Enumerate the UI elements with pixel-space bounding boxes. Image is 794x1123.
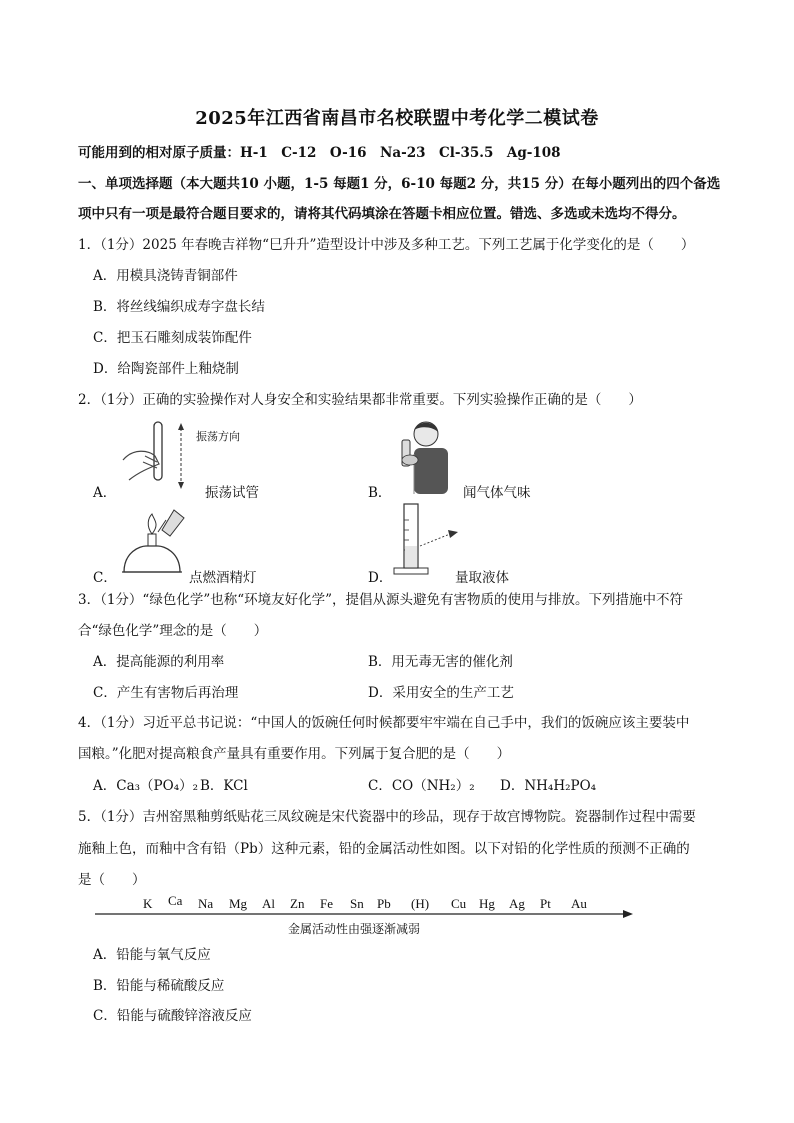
activity-series-item: Ag xyxy=(509,896,525,911)
activity-series-item: Hg xyxy=(479,896,495,911)
q2-option-b-caption: 闻气体气味 xyxy=(463,485,531,501)
activity-series-item: Na xyxy=(198,896,214,911)
q5-option-c: C．铅能与硫酸锌溶液反应 xyxy=(93,1008,252,1024)
q5-option-a: A．铅能与氧气反应 xyxy=(93,947,211,963)
q3-option-a: A．提高能源的利用率 xyxy=(93,654,225,670)
section1-instructions-line1: 一、单项选择题（本大题共10 小题，1-5 每题1 分，6-10 每题2 分，共15 分）在每小题列出的四个备选 xyxy=(78,176,721,192)
q3-stem-line2: 合“绿色化学”理念的是（ ） xyxy=(78,623,268,639)
activity-series-item: Au xyxy=(571,896,587,911)
section1-instructions-line2: 项中只有一项是最符合题目要求的，请将其代码填涂在答题卡相应位置。错选、多选或未选均不得分。 xyxy=(78,206,686,222)
activity-series-item: K xyxy=(143,896,153,911)
q2-stem: 2．（1分）正确的实验操作对人身安全和实验结果都非常重要。下列实验操作正确的是（ ） xyxy=(78,392,642,408)
q4-option-a: A．Ca₃（PO₄）₂ xyxy=(93,778,199,794)
smelling-gas-figure xyxy=(388,416,460,498)
activity-series-item: Al xyxy=(262,896,275,911)
q5-stem-line2: 施釉上色，而釉中含有铅（Pb）这种元素，铅的金属活动性如图。以下对铅的化学性质的预测不正确的 xyxy=(78,841,690,857)
q4-option-b: B．KCl xyxy=(200,778,248,794)
q1-option-b: B．将丝线编织成寿字盘长结 xyxy=(93,299,265,315)
q4-stem-line2: 国粮。”化肥对提高粮食产量具有重要作用。下列属于复合肥的是（ ） xyxy=(78,746,511,762)
activity-series-item: Mg xyxy=(229,896,248,911)
activity-series-caption: 金属活动性由强逐渐减弱 xyxy=(288,922,421,936)
q2-option-c-caption: 点燃酒精灯 xyxy=(189,570,257,586)
atomic-masses: 可能用到的相对原子质量：H-1 C-12 O-16 Na-23 Cl-35.5 Ag-108 xyxy=(78,145,561,161)
lighting-alcohol-lamp-figure xyxy=(118,500,190,582)
q1-option-a: A．用模具浇铸青铜部件 xyxy=(93,268,238,284)
q3-option-d: D．采用安全的生产工艺 xyxy=(368,685,514,701)
activity-series-item: Fe xyxy=(320,896,333,911)
q5-stem-line3: 是（ ） xyxy=(78,872,146,888)
q2-option-d-caption: 量取液体 xyxy=(455,570,509,586)
q2-option-a-letter: A． xyxy=(93,485,117,501)
shaking-test-tube-figure xyxy=(115,420,195,495)
q3-option-b: B．用无毒无害的催化剂 xyxy=(368,654,513,670)
activity-series-item: Pb xyxy=(377,896,391,911)
activity-series-item: Ca xyxy=(168,893,183,908)
q5-stem-line1: 5．（1分）吉州窑黑釉剪纸贴花三凤纹碗是宋代瓷器中的珍品，现存于故宫博物院。瓷器制作过程中需要 xyxy=(78,809,696,825)
q2-option-d-letter: D． xyxy=(368,570,393,586)
exam-title: 2025年江西省南昌市名校联盟中考化学二模试卷 xyxy=(195,108,599,129)
q4-option-c: C．CO（NH₂）₂ xyxy=(368,778,475,794)
activity-arrow xyxy=(95,908,635,920)
q5-option-b: B．铅能与稀硫酸反应 xyxy=(93,978,225,994)
activity-series-item: Cu xyxy=(451,896,467,911)
q4-option-d: D．NH₄H₂PO₄ xyxy=(500,778,597,794)
activity-series-item: Sn xyxy=(350,896,364,911)
q2-option-b-letter: B． xyxy=(368,485,392,501)
q3-option-c: C．产生有害物后再治理 xyxy=(93,685,239,701)
q3-stem-line1: 3．（1分）“绿色化学”也称“环境友好化学”，提倡从源头避免有害物质的使用与排放。下列措施中不符 xyxy=(78,592,684,608)
activity-series-item: Zn xyxy=(290,896,305,911)
q1-stem: 1．（1分）2025 年春晚吉祥物“巳升升”造型设计中涉及多种工艺。下列工艺属于化学变化的是（ ） xyxy=(78,237,695,253)
activity-series-item: (H) xyxy=(411,896,430,911)
q2-option-c-letter: C． xyxy=(93,570,117,586)
q1-option-c: C．把玉石雕刻成装饰配件 xyxy=(93,330,252,346)
activity-series-item: Pt xyxy=(540,896,551,911)
q1-option-d: D．给陶瓷部件上釉烧制 xyxy=(93,361,239,377)
q4-stem-line1: 4．（1分）习近平总书记说：“中国人的饭碗任何时候都要牢牢端在自己手中，我们的饭碗应该主要装中 xyxy=(78,715,690,731)
shake-direction-label: 振荡方向 xyxy=(196,430,240,443)
q2-option-a-caption: 振荡试管 xyxy=(205,485,259,501)
